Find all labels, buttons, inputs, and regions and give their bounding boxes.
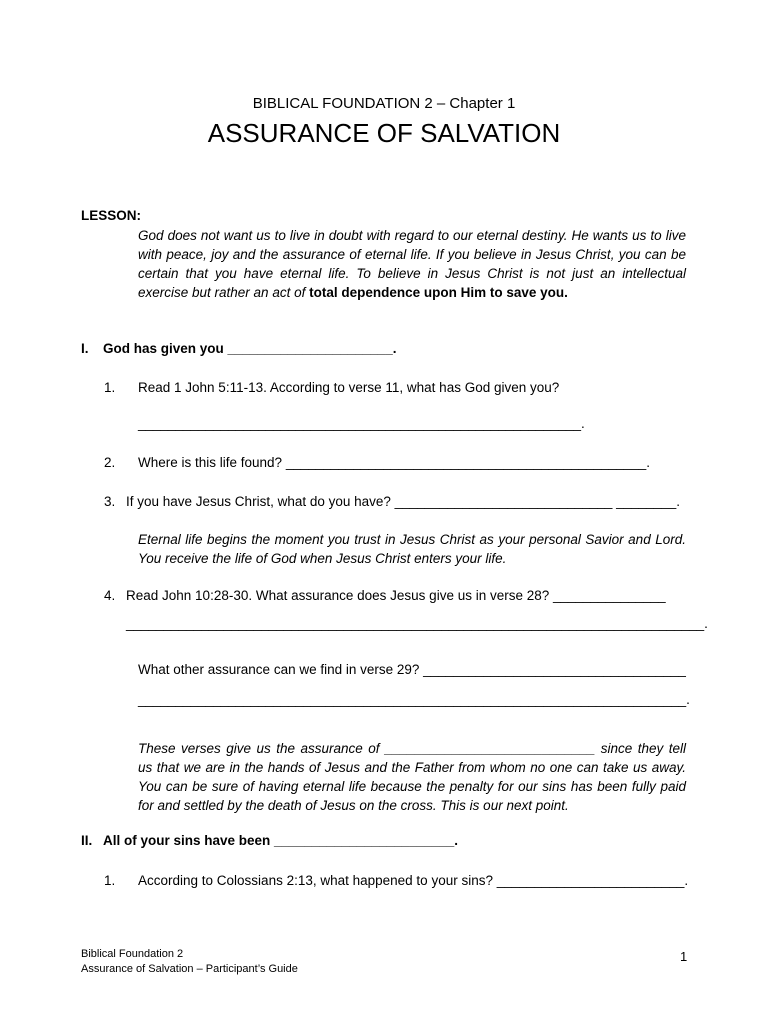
question-4-answer-blank[interactable]: _____________________________________________________________________________. <box>126 616 708 631</box>
footer-line-1: Biblical Foundation 2 <box>81 948 184 960</box>
section-2-question-1-number: 1. <box>104 873 116 888</box>
section-1-numeral: I. <box>81 341 89 356</box>
section-2-text: All of your sins have been ________________________. <box>103 833 458 848</box>
question-3-number: 3. <box>104 494 116 509</box>
lesson-emphasis: total dependence upon Him to save you. <box>309 285 568 300</box>
question-5-answer-blank[interactable]: _________________________________________________________________________. <box>138 692 690 707</box>
lesson-text: God does not want us to live in doubt with regard to our eternal destiny. He wants us to live with peace, joy and the assurance of eternal life. If you believe in Jesus Christ, you can be certain that you have eternal life. To believe in Jesus Christ is not just an intellectual exercise but rather an act of <box>138 228 686 300</box>
section-1-heading <box>81 341 397 356</box>
section-2-heading <box>81 833 458 848</box>
question-5-text: What other assurance can we find in verse 29? ___________________________________ <box>138 662 686 677</box>
page-title: ASSURANCE OF SALVATION <box>207 118 561 148</box>
lesson-paragraph <box>138 226 686 302</box>
question-4-text: Read John 10:28-30. What assurance does Jesus give us in verse 28? _______________ <box>126 588 666 603</box>
question-1-answer-blank[interactable]: ___________________________________________________________. <box>138 416 585 431</box>
question-1-number: 1. <box>104 380 116 395</box>
question-3-text: If you have Jesus Christ, what do you have? _____________________________ ________. <box>126 494 680 509</box>
page-number: 1 <box>680 949 688 964</box>
question-2-text: Where is this life found? ________________________________________________. <box>138 455 650 470</box>
section-2-numeral: II. <box>81 833 93 848</box>
section-2-question-1-text: According to Colossians 2:13, what happened to your sins? _________________________. <box>138 873 689 888</box>
chapter-subtitle: BIBLICAL FOUNDATION 2 – Chapter 1 <box>252 95 516 112</box>
note-assurance: These verses give us the assurance of ____________________________ since they tell us that we are in the hands of Jesus and the Father from whom no one can take us away. You can be sure of having eternal life because the penalty for our sins has been fully paid for and settled by the death of Jesus on the cross. This is our next point. <box>138 741 686 813</box>
question-4-number: 4. <box>104 588 116 603</box>
question-2-number: 2. <box>104 455 116 470</box>
question-1-text: Read 1 John 5:11-13. According to verse 11, what has God given you? <box>138 380 560 395</box>
footer-line-2: Assurance of Salvation – Participant’s Guide <box>81 963 298 975</box>
note-eternal-life: Eternal life begins the moment you trust in Jesus Christ as your personal Savior and Lord. You receive the life of God when Jesus Christ enters your life. <box>138 532 686 566</box>
lesson-label: LESSON: <box>81 208 142 223</box>
section-1-text: God has given you ______________________. <box>103 341 397 356</box>
